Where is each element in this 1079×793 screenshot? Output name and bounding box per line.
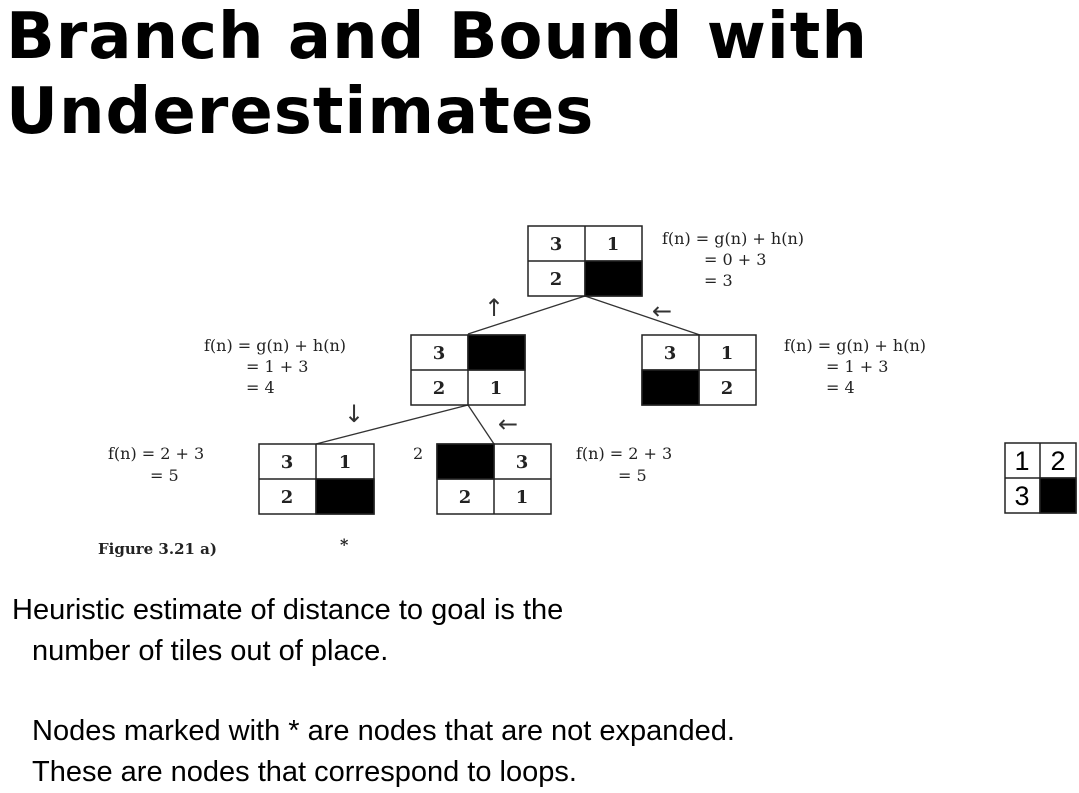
tile-right-3: 3 [663,343,677,364]
tile-left-1: 1 [489,378,503,399]
tile-root-3: 3 [549,234,563,255]
formula-root-line2: = 0 + 3 [704,250,767,269]
formula-root-line3: = 3 [704,271,733,290]
arrow-up-icon: ↑ [484,294,505,322]
blank-tile [437,444,494,479]
edge-left-leftleft [316,405,468,444]
arrow-down-icon: ↓ [344,400,365,428]
formula-right-line3: = 4 [826,378,855,397]
goal-tile-3: 3 [1014,481,1030,511]
formula-left-line1: f(n) = g(n) + h(n) [204,336,346,355]
paragraph-heuristic-line1: Heuristic estimate of distance to goal is the [12,594,564,626]
arrow-left-icon-left: ← [498,410,519,438]
tile-right-2: 2 [720,378,734,399]
formula-leftleft-line2: = 5 [150,466,179,485]
tile-leftleft-1: 1 [338,452,352,473]
goal-tile-1: 1 [1014,446,1030,476]
formula-right-line2: = 1 + 3 [826,357,889,376]
formula-left-line3: = 4 [246,378,275,397]
paragraph-heuristic-line2: number of tiles out of place. [32,635,389,667]
formula-left-line2: = 1 + 3 [246,357,309,376]
goal-tile-2: 2 [1050,446,1066,476]
node-right [642,335,756,405]
paragraph-nodes-line1: Nodes marked with * are nodes that are not expanded. [32,715,735,747]
tile-leftleft-3: 3 [280,452,294,473]
formula-right-line1: f(n) = g(n) + h(n) [784,336,926,355]
node-left-left [259,444,374,514]
edge-left-leftright [468,405,494,444]
figure-caption: Figure 3.21 a) [98,540,217,558]
title-line-2: Underestimates [6,75,595,149]
arrow-left-icon-root: ← [652,297,673,325]
tile-right-1: 1 [720,343,734,364]
blank-tile [1040,478,1076,513]
blank-tile [585,261,642,296]
formula-leftright-line2: = 5 [618,466,647,485]
loop-marker-star: * [340,535,349,554]
tile-left-2: 2 [432,378,446,399]
tile-root-2: 2 [549,269,563,290]
formula-leftleft-line1: f(n) = 2 + 3 [108,444,205,463]
tile-left-3: 3 [432,343,446,364]
body-text [12,590,735,793]
blank-tile [642,370,699,405]
blank-tile [468,335,525,370]
tile-leftright-3: 3 [515,452,529,473]
formula-leftright-line1: f(n) = 2 + 3 [576,444,673,463]
node-left-right [437,444,551,514]
blank-tile [316,479,374,514]
tile-leftright-2: 2 [458,487,472,508]
edge-root-right [585,296,700,335]
title-line-1: Branch and Bound with [6,0,868,74]
node-left [411,335,525,405]
tile-leftleft-2: 2 [280,487,294,508]
node-label-2: 2 [413,444,424,463]
node-root [528,226,642,296]
formula-root-line1: f(n) = g(n) + h(n) [662,229,804,248]
tile-leftright-1: 1 [515,487,529,508]
tile-root-1: 1 [606,234,620,255]
paragraph-nodes-line2: These are nodes that correspond to loops. [32,756,577,788]
